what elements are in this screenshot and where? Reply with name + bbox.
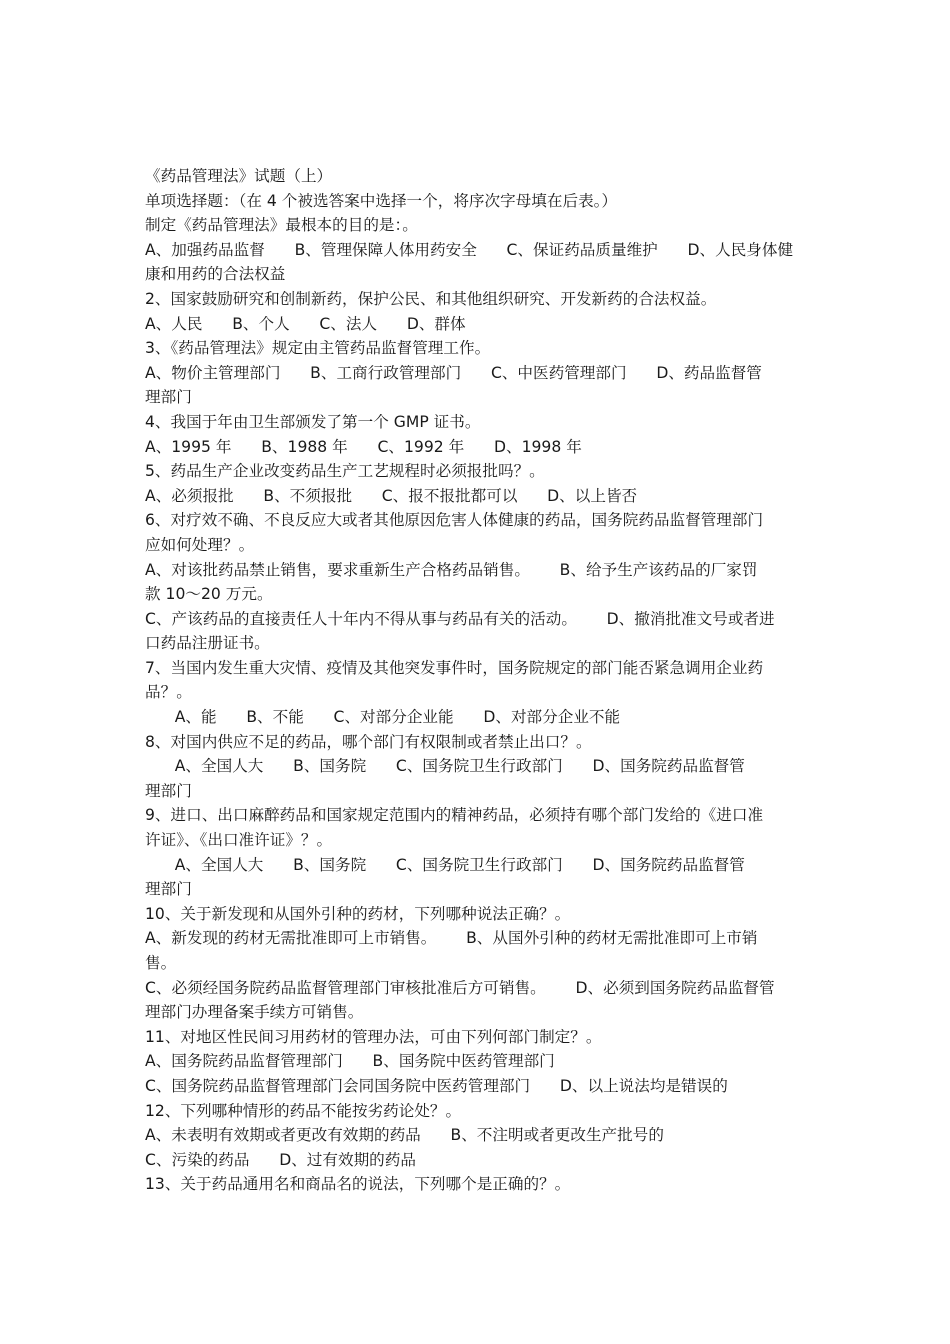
question-9-options-cont: 理部门 (145, 880, 192, 899)
question-10-options-ab-cont: 售。 (145, 954, 177, 972)
question-10-options-ab: A、新发现的药材无需批准即可上市销售。 B、从国外引种的药材无需批准即可上市销 (145, 929, 758, 948)
question-7-options: A、能 B、不能 C、对部分企业能 D、对部分企业不能 (145, 708, 621, 727)
question-6-options-cd: C、产该药品的直接责任人十年内不得从事与药品有关的活动。 D、撤消批准文号或者进 (145, 609, 775, 628)
question-9: 9、进口、出口麻醉药品和国家规定范围内的精神药品，必须持有哪个部门发给的《进口准 (145, 806, 764, 825)
question-10-options-cd-cont: 理部门办理备案手续方可销售。 (145, 1003, 364, 1022)
question-5: 5、药品生产企业改变药品生产工艺规程时必须报批吗？。 (145, 462, 545, 481)
question-9-cont: 许证》、《出口准许证》？。 (145, 831, 333, 850)
question-6: 6、对疗效不确、不良反应大或者其他原因危害人体健康的药品，国务院药品监督管理部门 (145, 511, 764, 530)
question-3-options: A、物价主管理部门 B、工商行政管理部门 C、中医药管理部门 D、药品监督管 (145, 363, 762, 382)
question-12-options-ab: A、未表明有效期或者更改有效期的药品 B、不注明或者更改生产批号的 (145, 1126, 664, 1145)
question-11-options-cd: C、国务院药品监督管理部门会同国务院中医药管理部门 D、以上说法均是错误的 (145, 1076, 728, 1095)
section-instructions: 单项选择题：（在 4 个被选答案中选择一个，将序次字母填在后表。） (145, 191, 618, 210)
question-4: 4、我国于年由卫生部颁发了第一个 GMP 证书。 (145, 412, 481, 431)
question-7-cont: 品？。 (145, 683, 192, 702)
question-13: 13、关于药品通用名和商品名的说法，下列哪个是正确的？。 (145, 1175, 571, 1194)
question-2-options: A、人民 B、个人 C、法人 D、群体 (145, 314, 466, 333)
question-1-options-cont: 康和用药的合法权益 (145, 265, 286, 284)
question-10: 10、关于新发现和从国外引种的药材，下列哪种说法正确？。 (145, 904, 571, 923)
question-5-options: A、必须报批 B、不须报批 C、报不报批都可以 D、以上皆否 (145, 486, 638, 505)
question-2: 2、国家鼓励研究和创制新药，保护公民、和其他组织研究、开发新药的合法权益。 (145, 289, 717, 308)
question-3: 3、《药品管理法》规定由主管药品监督管理工作。 (145, 339, 491, 358)
question-6-options-ab-cont: 款 10～20 万元。 (145, 585, 273, 604)
question-1-options: A、加强药品监督 B、管理保障人体用药安全 C、保证药品质量维护 D、人民身体健 (145, 240, 794, 259)
question-11: 11、对地区性民间习用药材的管理办法，可由下列何部门制定？。 (145, 1027, 602, 1046)
question-9-options: A、全国人大 B、国务院 C、国务院卫生行政部门 D、国务院药品监督管 (145, 855, 745, 874)
question-7: 7、当国内发生重大灾情、疫情及其他突发事件时，国务院规定的部门能否紧急调用企业药 (145, 658, 764, 677)
question-12: 12、下列哪种情形的药品不能按劣药论处？。 (145, 1101, 462, 1120)
question-3-options-cont: 理部门 (145, 388, 192, 407)
question-11-options-ab: A、国务院药品监督管理部门 B、国务院中医药管理部门 (145, 1052, 555, 1071)
question-8-options-cont: 理部门 (145, 781, 192, 800)
question-4-options: A、1995 年 B、1988 年 C、1992 年 D、1998 年 (145, 437, 582, 456)
question-6-cont: 应如何处理？。 (145, 535, 255, 554)
question-8-options: A、全国人大 B、国务院 C、国务院卫生行政部门 D、国务院药品监督管 (145, 757, 745, 776)
question-10-options-cd: C、必须经国务院药品监督管理部门审核批准后方可销售。 D、必须到国务院药品监督管 (145, 978, 775, 997)
doc-title: 《药品管理法》试题（上） (145, 167, 333, 185)
question-1: 制定《药品管理法》最根本的目的是：。 (145, 216, 418, 235)
question-6-options-ab: A、对该批药品禁止销售，要求重新生产合格药品销售。 B、给予生产该药品的厂家罚 (145, 560, 758, 579)
question-6-options-cd-cont: 口药品注册证书。 (145, 634, 270, 653)
question-8: 8、对国内供应不足的药品，哪个部门有权限制或者禁止出口？。 (145, 732, 592, 751)
document-body (145, 164, 813, 1197)
question-12-options-cd: C、污染的药品 D、过有效期的药品 (145, 1150, 416, 1169)
